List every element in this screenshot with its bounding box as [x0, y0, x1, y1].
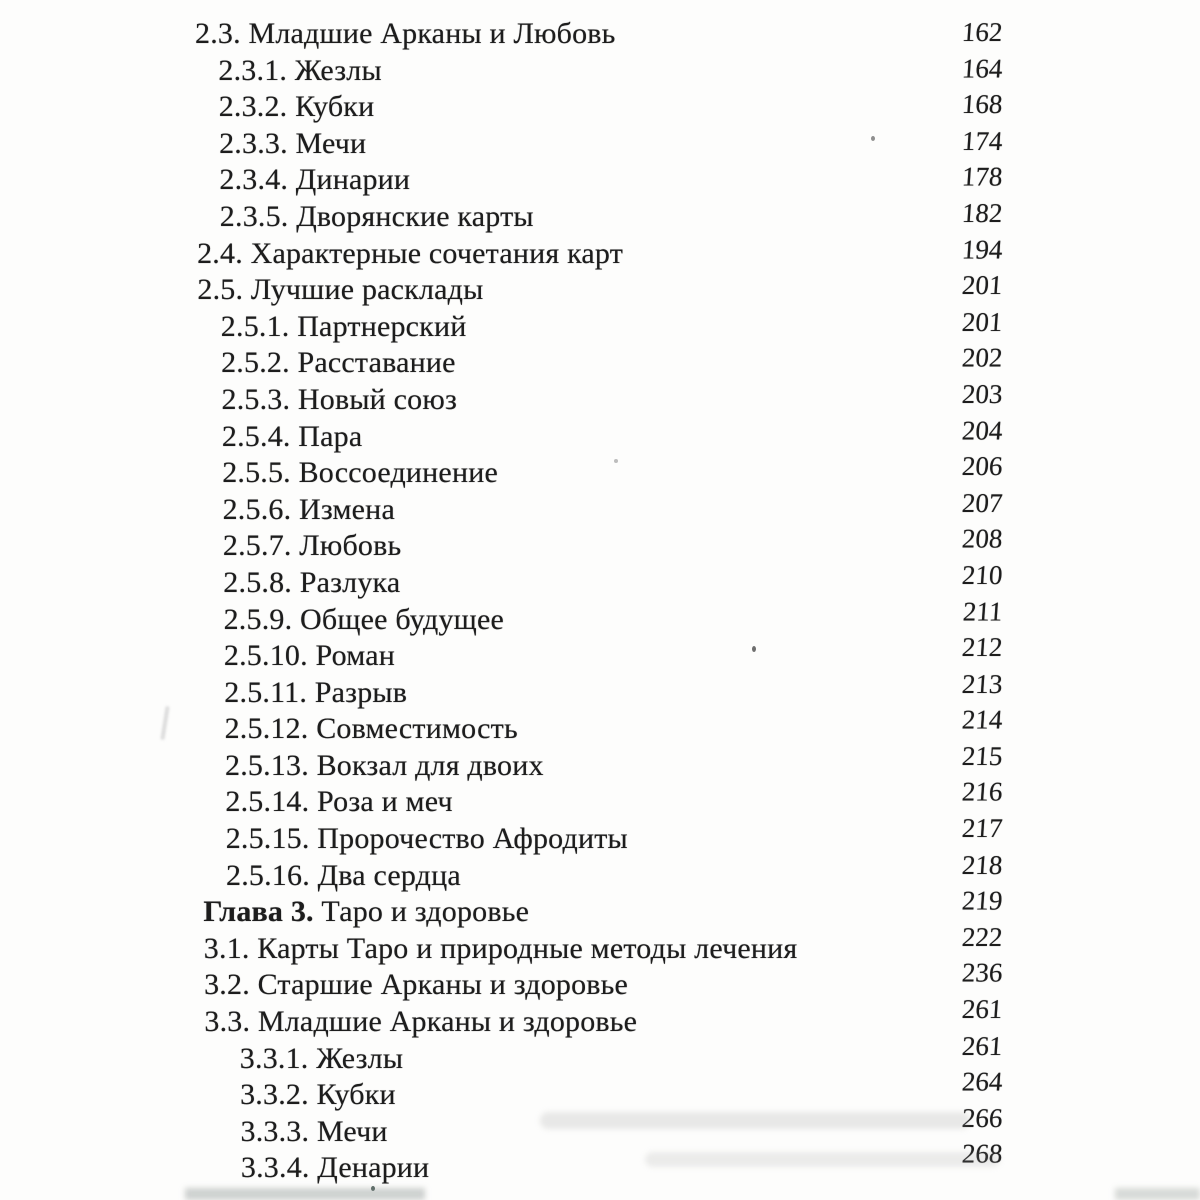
toc-entry-label: 2.5.15. Пророчество Афродиты: [225, 822, 628, 856]
toc-entry-label: 3.3. Младшие Арканы и здоровье: [204, 1005, 638, 1039]
toc-entry-title: [225, 748, 544, 785]
toc-entry-title: [203, 894, 529, 931]
toc-entry: [195, 126, 1002, 163]
toc-entry-page-number: 219: [960, 885, 1004, 916]
toc-entry: [195, 994, 1004, 1041]
toc-entry-label: 2.5.11. Разрыв: [224, 675, 408, 709]
toc-entry-page-number: 207: [960, 487, 1004, 518]
toc-entry: [195, 487, 1004, 529]
toc-entry: [195, 16, 1002, 53]
toc-entry: [195, 596, 1004, 639]
toc-entry-title: [195, 16, 616, 53]
toc-entry-page-number: 211: [961, 596, 1004, 627]
toc-entry-page-number: 174: [960, 125, 1004, 156]
toc-entry-page-number: 201: [960, 306, 1004, 337]
toc-entry-title: [223, 492, 395, 529]
toc-entry-page-number: 178: [960, 161, 1004, 192]
toc-entry: [195, 236, 1002, 273]
toc-entry-label: 2.5.2. Расставание: [221, 346, 456, 380]
toc-entry: [195, 777, 1004, 821]
toc-entry: [195, 668, 1004, 712]
toc-entry-label: 2.3. Младшие Арканы и Любовь: [195, 17, 616, 50]
scan-margin-mark: [160, 706, 169, 740]
toc-entry-title: [241, 1150, 429, 1187]
toc-entry-page-number: 236: [960, 958, 1004, 989]
toc-entry: [195, 53, 1002, 90]
toc-entry-title: [225, 784, 452, 821]
toc-entry-title: [224, 675, 407, 712]
toc-entry-page-number: 264: [960, 1066, 1004, 1097]
toc-entry-page-number: 214: [960, 704, 1004, 735]
toc-entry: [195, 632, 1004, 675]
toc-entry-page-number: 206: [960, 451, 1004, 482]
toc-entry-page-number: 266: [960, 1102, 1004, 1133]
toc-entry-label: 2.3.3. Мечи: [219, 126, 367, 160]
toc-entry-label: 3.1. Карты Таро и природные методы лечения: [203, 931, 798, 965]
toc-entry-title: [204, 1004, 637, 1041]
toc-entry-label: 2.5.4. Пара: [221, 419, 363, 453]
toc-entry-label: 2.5.5. Воссоединение: [222, 456, 498, 490]
toc-entry-page-number: 222: [960, 921, 1004, 952]
toc-entry-page-number: 261: [960, 1030, 1004, 1061]
toc-entry: [195, 306, 1004, 346]
toc-entry-page-number: 201: [960, 270, 1004, 301]
toc-entry: [195, 415, 1004, 456]
toc-entry-label: 2.3.2. Кубки: [218, 90, 375, 124]
toc-entry-label: 3.3.3. Мечи: [240, 1114, 388, 1148]
toc-entry-page-number: 210: [960, 559, 1004, 590]
toc-entry-label: 2.5.13. Вокзал для двоих: [225, 748, 544, 782]
toc-entry: [195, 1030, 1004, 1078]
toc-entry: [195, 921, 1004, 968]
toc-entry: [195, 342, 1004, 382]
toc-entry-label: 2.5.14. Роза и меч: [225, 785, 453, 819]
toc-entry-page-number: 218: [960, 849, 1004, 880]
toc-entry-page-number: 164: [960, 53, 1004, 84]
toc-entry-title: [226, 821, 628, 858]
toc-entry: [195, 849, 1004, 895]
toc-entry-title: [222, 419, 363, 456]
toc-entry-label: 2.5.8. Разлука: [223, 565, 401, 599]
toc-entry-title: [225, 711, 518, 748]
toc-entry: [195, 162, 1002, 199]
toc-entry-label: Таро и здоровье: [313, 895, 530, 929]
toc-entry-page-number: 202: [960, 342, 1004, 373]
toc-entry-label: 2.3.1. Жезлы: [218, 53, 382, 87]
toc-entry-title: [240, 1041, 403, 1078]
toc-entry-page-number: 261: [960, 994, 1004, 1025]
toc-entry-title: [224, 602, 504, 639]
toc-entry-label: 2.3.4. Динарии: [219, 163, 411, 197]
toc-entry: [195, 451, 1004, 492]
toc-entry-page-number: 268: [960, 1139, 1004, 1170]
toc-entry-label: 2.5.6. Измена: [222, 492, 395, 526]
toc-entry-page-number: 194: [960, 234, 1004, 265]
toc-entry: [195, 559, 1004, 602]
toc-entry: [195, 1066, 1004, 1114]
toc-entry-page-number: 213: [960, 668, 1004, 699]
toc-entry-page-number: 216: [960, 777, 1004, 808]
toc-entry-title: [218, 53, 381, 90]
toc-entry-label: 2.5.10. Роман: [223, 639, 396, 673]
toc-entry-title: [223, 528, 401, 565]
toc-entry-page-number: 203: [960, 378, 1004, 409]
toc-entry: [195, 378, 1004, 419]
toc-entry-title: [221, 345, 456, 382]
scan-bleedthrough-smudge: [645, 1152, 1000, 1167]
toc-entry-title: [204, 931, 798, 968]
toc-entry-label: 2.5.7. Любовь: [222, 529, 402, 563]
toc-entry-title: [221, 309, 467, 346]
toc-entry-label: 2.4. Характерные сочетания карт: [197, 236, 624, 270]
toc-entry-page-number: 217: [960, 813, 1004, 844]
toc-entry: [195, 740, 1004, 785]
toc-entry: [195, 885, 1004, 931]
toc-entry-page-number: 204: [960, 415, 1004, 446]
toc-entry-page-number: 215: [960, 740, 1004, 771]
toc-entry-label: 3.2. Старшие Арканы и здоровье: [204, 968, 629, 1002]
toc-entry-page-number: 182: [960, 197, 1004, 228]
toc-entry-label: 2.5. Лучшие расклады: [197, 273, 484, 307]
toc-entry-page-number: 208: [960, 523, 1004, 554]
toc-entry-title: [197, 236, 623, 273]
toc-entry-label: 3.3.4. Денарии: [240, 1151, 430, 1185]
toc-entry: [195, 523, 1004, 565]
toc-entry-page-number: 212: [960, 632, 1004, 663]
toc-entry: [195, 89, 1002, 126]
toc-entry-title: [241, 1114, 388, 1151]
toc-entry-chapter-prefix: Глава 3.: [203, 895, 314, 929]
toc-entry: [195, 199, 1002, 236]
table-of-contents: [195, 16, 1002, 1187]
toc-entry-title: [223, 565, 400, 602]
page-edge-shadow: [1115, 1188, 1200, 1200]
scan-speck: [752, 646, 756, 652]
toc-entry: [195, 958, 1004, 1004]
scan-speck: [871, 136, 875, 141]
toc-entry: [195, 272, 1002, 309]
toc-entry-title: [226, 858, 461, 895]
toc-entry-title: [219, 126, 366, 163]
toc-entry: [195, 704, 1004, 748]
toc-entry-label: 2.5.1. Партнерский: [220, 309, 467, 343]
toc-entry-label: 2.3.5. Дворянские карты: [219, 199, 534, 233]
toc-entry-label: 2.5.12. Совместимость: [224, 712, 518, 746]
toc-entry-title: [220, 199, 534, 236]
toc-entry-page-number: 168: [960, 89, 1004, 120]
toc-entry-label: 2.5.3. Новый союз: [221, 382, 458, 416]
toc-entry: [195, 813, 1004, 858]
toc-entry-title: [204, 967, 628, 1004]
scan-speck: [614, 459, 618, 463]
scan-bleedthrough-smudge: [540, 1112, 970, 1129]
page-edge-shadow: [185, 1188, 425, 1200]
toc-entry-label: 2.5.9. Общее будущее: [223, 602, 504, 636]
toc-entry-title: [219, 89, 375, 126]
toc-entry-title: [224, 638, 395, 675]
toc-entry-label: 3.3.1. Жезлы: [239, 1041, 404, 1075]
toc-entry-label: 3.3.2. Кубки: [240, 1078, 396, 1112]
toc-entry-title: [219, 162, 410, 199]
toc-entry-title: [197, 272, 483, 309]
toc-entry-page-number: 162: [960, 17, 1004, 47]
toc-entry-label: 2.5.16. Два сердца: [226, 858, 461, 892]
toc-entry-title: [240, 1077, 396, 1114]
toc-entry-title: [222, 455, 498, 492]
toc-entry-title: [222, 382, 458, 419]
